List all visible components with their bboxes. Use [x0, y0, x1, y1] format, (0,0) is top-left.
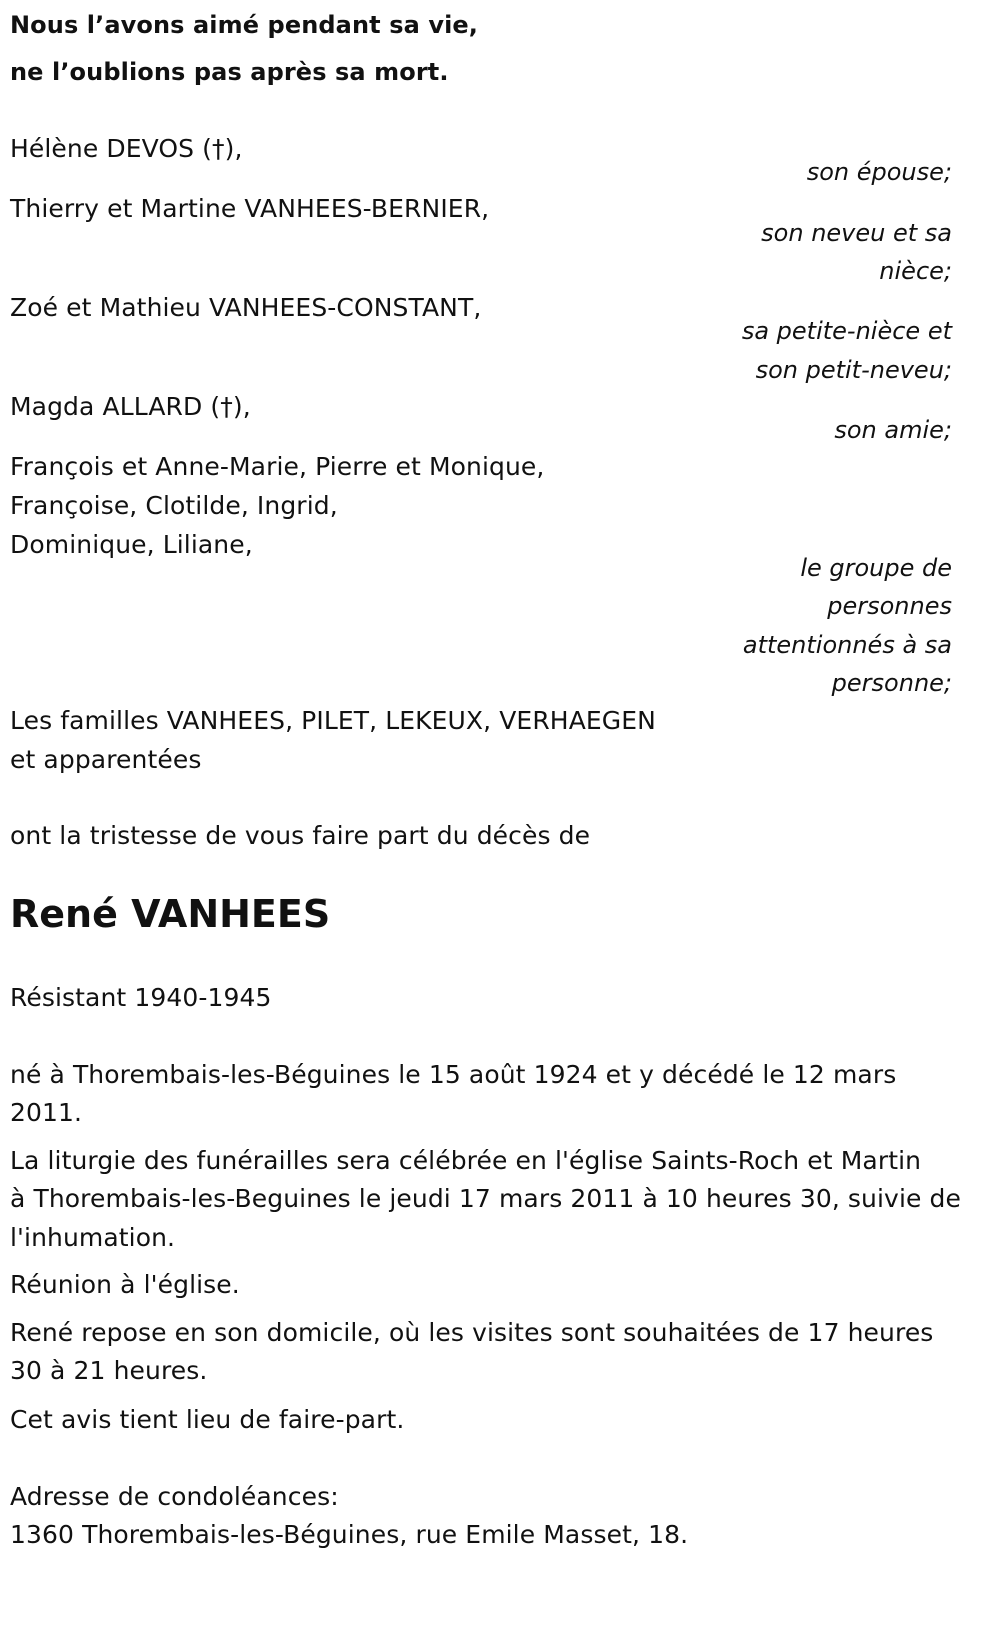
relation-grandniece-1: sa petite-nièce et: [741, 317, 952, 345]
relation-grandniece-2: son petit-neveu;: [755, 356, 952, 384]
visits-line-1: René repose en son domicile, où les visites sont souhaitées de 17 heures: [10, 1318, 934, 1347]
funeral-line-3: l'inhumation.: [10, 1223, 176, 1252]
mourner-families-line-2: et apparentées: [10, 745, 202, 774]
relation-group-3: attentionnés à sa: [742, 631, 952, 659]
visits-line-2: 30 à 21 heures.: [10, 1356, 208, 1385]
deceased-title: Résistant 1940-1945: [10, 983, 272, 1012]
funeral-line-2: à Thorembais-les-Beguines le jeudi 17 mars 2011 à 10 heures 30, suivie de: [10, 1184, 961, 1213]
mourner-friend: Magda ALLARD (†),: [10, 392, 251, 421]
mourner-group-line-1: François et Anne-Marie, Pierre et Monique,: [10, 452, 545, 481]
relation-group-2: personnes: [827, 592, 952, 620]
epitaph-line-1: Nous l’avons aimé pendant sa vie,: [10, 11, 478, 39]
relation-group-1: le groupe de: [800, 554, 952, 582]
mourner-families-line-1: Les familles VANHEES, PILET, LEKEUX, VERHAEGEN: [10, 706, 656, 735]
birth-death-line-2: 2011.: [10, 1098, 83, 1127]
notice-text: Cet avis tient lieu de faire-part.: [10, 1405, 405, 1434]
relation-nephew-niece-1: son neveu et sa: [761, 219, 952, 247]
mourner-group-line-2: Françoise, Clotilde, Ingrid,: [10, 491, 338, 520]
mourner-spouse: Hélène DEVOS (†),: [10, 134, 243, 163]
announcement-text: ont la tristesse de vous faire part du décès de: [10, 821, 591, 850]
relation-nephew-niece-2: nièce;: [879, 257, 952, 285]
condolences-label: Adresse de condoléances:: [10, 1482, 339, 1511]
condolences-address: 1360 Thorembais-les-Béguines, rue Emile Masset, 18.: [10, 1520, 689, 1549]
funeral-line-1: La liturgie des funérailles sera célébrée en l'église Saints-Roch et Martin: [10, 1146, 922, 1175]
deceased-name: René VANHEES: [10, 892, 331, 936]
relation-friend: son amie;: [834, 416, 952, 444]
epitaph-line-2: ne l’oublions pas après sa mort.: [10, 58, 449, 86]
mourner-nephew-niece: Thierry et Martine VANHEES-BERNIER,: [10, 194, 490, 223]
meeting-text: Réunion à l'église.: [10, 1270, 240, 1299]
mourner-group-line-3: Dominique, Liliane,: [10, 530, 253, 559]
birth-death-line-1: né à Thorembais-les-Béguines le 15 août 1924 et y décédé le 12 mars: [10, 1060, 897, 1089]
mourner-grandniece-grandnephew: Zoé et Mathieu VANHEES-CONSTANT,: [10, 293, 482, 322]
relation-spouse: son épouse;: [806, 158, 952, 186]
relation-group-4: personne;: [831, 669, 952, 697]
